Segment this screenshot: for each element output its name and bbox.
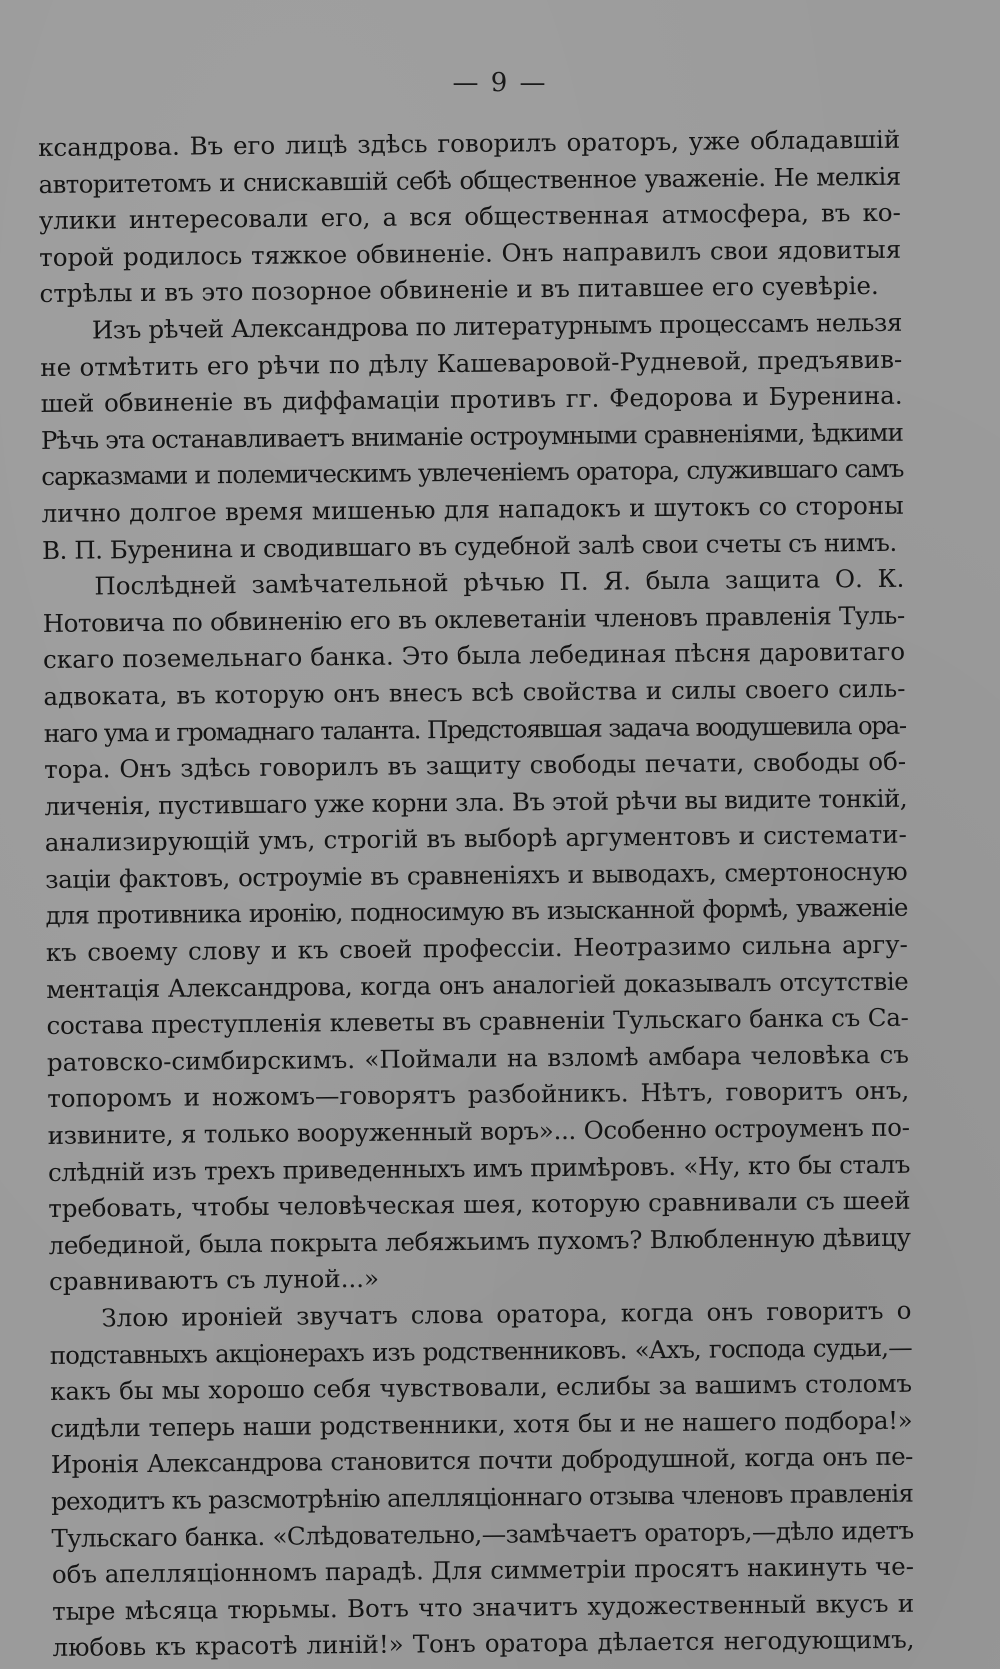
text-line: ментація Александрова, когда онъ аналогіей доказывалъ отсутствіе [46,966,909,1004]
text-line: сарказмами и полемическимъ увлеченіемъ оратора, служившаго самъ [41,454,904,492]
text-line: подставныхъ акціонерахъ изъ родственниковъ. «Ахъ, господа судьи,— [49,1332,912,1370]
text-line: Нотовича по обвиненію его въ оклеветаніи членовъ правленія Туль- [42,600,905,638]
text-line: состава преступленія клеветы въ сравненіи Тульскаго банка съ Са- [46,1002,909,1041]
text-line: слѣдній изъ трехъ приведенныхъ имъ примѣровъ. «Ну, кто бы сталъ [47,1149,911,1187]
text-line: ксандрова. Въ его лицѣ здѣсь говорилъ ораторъ, уже обладавшій [38,124,901,162]
text-line: Тульскаго банка. «Слѣдовательно,—замѣчаетъ ораторъ,—дѣло идетъ [51,1515,914,1553]
text-line: стрѣлы и въ это позорное обвиненіе и въ питавшее его суевѣріе. [39,271,879,309]
text-line: лично долгое время мишенью для нападокъ и шутокъ со стороны [41,490,904,528]
text-line: наго ума и громаднаго таланта. Предстоявшая задача воодушевила ора- [43,710,906,748]
text-line: Злою ироніей звучатъ слова оратора, когда онъ говоритъ о [101,1295,912,1333]
text-line: сравниваютъ съ луной...» [48,1264,380,1297]
text-line: Иронія Александрова становится почти добродушной, когда онъ пе- [50,1442,913,1480]
text-line: требовать, чтобы человѣческая шея, которую сравнивали съ шеей [48,1185,911,1224]
text-line: реходитъ къ разсмотрѣнію апелляціоннаго отзыва членовъ правленія [51,1478,914,1516]
text-line: какъ бы мы хорошо себя чувствовали, еслибы за вашимъ столомъ [49,1368,913,1407]
text-line: тора. Онъ здѣсь говорилъ въ защиту свободы печати, свободы об- [44,746,907,785]
text-line: заціи фактовъ, остроуміе въ сравненіяхъ и выводахъ, смертоносную [45,856,908,894]
text-line: шей обвиненіе въ диффамаціи противъ гг. Федорова и Буренина. [40,380,903,419]
text-line: анализирующій умъ, строгій въ выборѣ аргументовъ и системати- [44,819,907,858]
text-line: ратовско-симбирскимъ. «Поймали на взломѣ амбара человѣка съ [46,1039,910,1077]
body-text [38,122,915,1667]
text-line: личенія, пустившаго уже корни зла. Въ этой рѣчи вы видите тонкій, [44,783,908,821]
text-line: сидѣли теперь наши родственники, хотя бы и не нашего подбора!» [50,1405,913,1443]
text-line: лебединой, была покрыта лебяжьимъ пухомъ? Влюбленную дѣвицу [48,1222,911,1260]
text-line: Послѣдней замѣчательной рѣчью П. Я. была защита О. К. [94,563,905,601]
text-line: Изъ рѣчей Александрова по литературнымъ процессамъ нельзя [91,307,903,345]
text-line: объ апелляціонномъ парадѣ. Для симметріи просятъ накинуть че- [51,1551,915,1590]
text-line: В. П. Буренина и сводившаго въ судебной залѣ свои счеты съ нимъ. [41,527,897,565]
text-line: торой родилось тяжкое обвиненіе. Онъ направилъ свои ядовитыя [39,234,902,272]
page-number: — 9 — [452,68,548,98]
text-line: скаго поземельнаго банка. Это была лебединая пѣсня даровитаго [42,637,906,675]
text-line: адвоката, въ которую онъ внесъ всѣ свойства и силы своего силь- [43,673,906,711]
text-line: тыре мѣсяца тюрьмы. Вотъ что значитъ художественный вкусъ и [52,1588,915,1626]
text-line: извините, я только вооруженный воръ»... Особенно остроуменъ по- [47,1112,910,1150]
text-line: топоромъ и ножомъ—говорятъ разбойникъ. Нѣтъ, говоритъ онъ, [47,1076,910,1114]
text-line: улики интересовали его, а вся общественная атмосфера, въ ко- [38,197,901,236]
text-line: для противника иронію, подносимую въ изысканной формѣ, уваженіе [45,893,908,931]
text-line: не отмѣтить его рѣчи по дѣлу Кашеваровой-Рудневой, предъявив- [40,344,903,382]
text-line: къ своему слову и къ своей профессіи. Неотразимо сильна аргу- [45,929,908,968]
text-line: авторитетомъ и снискавшій себѣ общественное уваженіе. Не мелкія [38,161,901,199]
text-line: Рѣчь эта останавливаетъ вниманіе остроумными сравненіями, ѣдкими [40,417,904,455]
text-line: любовь къ красотѣ линій!» Тонъ оратора дѣлается негодующимъ, [52,1625,915,1663]
